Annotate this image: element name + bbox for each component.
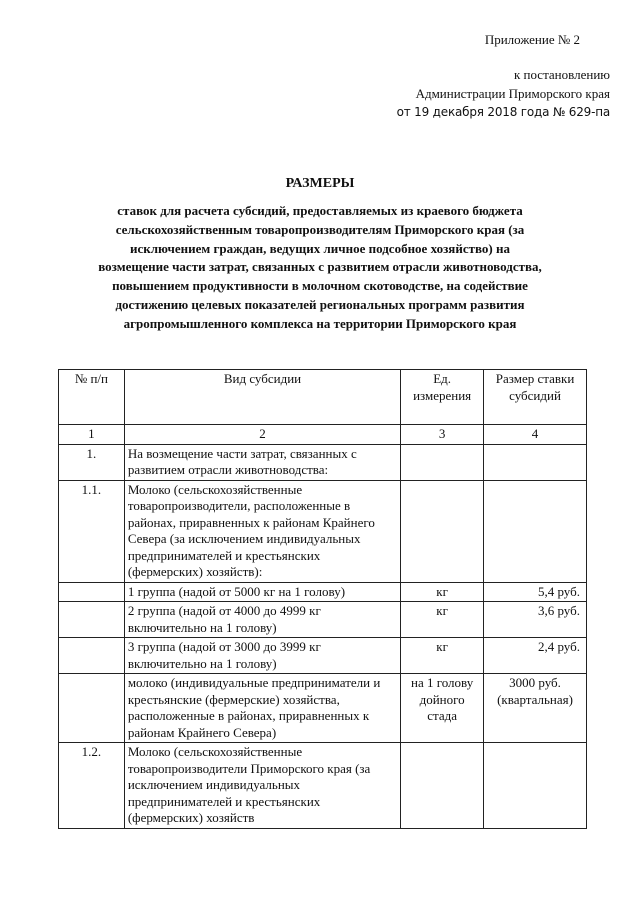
header-num: № п/п	[59, 370, 125, 425]
row-rate: 3000 руб. (квартальная)	[484, 674, 587, 743]
row-num: 1.2.	[59, 743, 125, 829]
row-rate: 5,4 руб.	[484, 582, 587, 602]
table-row	[59, 674, 587, 743]
row-rate	[484, 743, 587, 829]
row-unit	[401, 444, 484, 480]
header-type: Вид субсидии	[124, 370, 400, 425]
row-type: 2 группа (надой от 4000 до 4999 кг включительно на 1 голову)	[124, 602, 400, 638]
table-row	[59, 602, 587, 638]
row-type: 1 группа (надой от 5000 кг на 1 голову)	[124, 582, 400, 602]
appendix-header	[340, 30, 610, 122]
row-num: 1.	[59, 444, 125, 480]
row-rate	[484, 480, 587, 582]
table-row	[59, 638, 587, 674]
column-number-row	[59, 425, 587, 445]
document-title: РАЗМЕРЫ	[285, 176, 355, 191]
row-num	[59, 602, 125, 638]
row-num	[59, 638, 125, 674]
subsidy-table	[58, 369, 587, 829]
table-row	[59, 480, 587, 582]
appendix-line-1: к постановлению	[513, 67, 610, 82]
appendix-line-2: Администрации Приморского края	[415, 86, 610, 101]
header-unit: Ед. измерения	[401, 370, 484, 425]
row-num	[59, 674, 125, 743]
row-rate	[484, 444, 587, 480]
row-num	[59, 582, 125, 602]
row-type: 3 группа (надой от 3000 до 3999 кг включительно на 1 голову)	[124, 638, 400, 674]
row-num: 1.1.	[59, 480, 125, 582]
row-type: Молоко (сельскохозяйственные товаропроизводители, расположенные в районах, приравненных к районам Крайнего Севера (за исключением индивидуальных предпринимателей и крестьянских (фермерских) хозяйств):	[124, 480, 400, 582]
table-row	[59, 743, 587, 829]
row-unit: на 1 голову дойного стада	[401, 674, 484, 743]
row-unit: кг	[401, 638, 484, 674]
col-number-1: 1	[59, 425, 125, 445]
col-number-4: 4	[484, 425, 587, 445]
row-type: На возмещение части затрат, связанных с развитием отрасли животноводства:	[124, 444, 400, 480]
row-rate: 3,6 руб.	[484, 602, 587, 638]
appendix-number: Приложение № 2	[484, 32, 580, 47]
table-row	[59, 582, 587, 602]
header-rate: Размер ставки субсидий	[484, 370, 587, 425]
col-number-2: 2	[124, 425, 400, 445]
row-rate: 2,4 руб.	[484, 638, 587, 674]
row-unit	[401, 480, 484, 582]
row-unit	[401, 743, 484, 829]
row-unit: кг	[401, 582, 484, 602]
col-number-3: 3	[401, 425, 484, 445]
table-row	[59, 444, 587, 480]
document-subtitle: ставок для расчета субсидий, предоставляемых из краевого бюджета сельскохозяйственным товаропроизводителям Приморского края (за исключением граждан, ведущих личное подсобное хозяйство) на возмещение части затрат, связанных с развитием отрасли животноводства, повышением продуктивности в молочном скотоводстве, на содействие достижению целевых показателей региональных программ развития агропромышленного комплекса на территории Приморского края	[98, 203, 542, 331]
row-type: молоко (индивидуальные предприниматели и крестьянские (фермерские) хозяйства, расположенные в районах, приравненных к районам Крайнего Севера)	[124, 674, 400, 743]
row-unit: кг	[401, 602, 484, 638]
table-header-row	[59, 370, 587, 425]
row-type: Молоко (сельскохозяйственные товаропроизводители Приморского края (за исключением индивидуальных предпринимателей и крестьянских (фермерских) хозяйств	[124, 743, 400, 829]
appendix-line-3: от 19 декабря 2018 года № 629-па	[396, 105, 610, 119]
